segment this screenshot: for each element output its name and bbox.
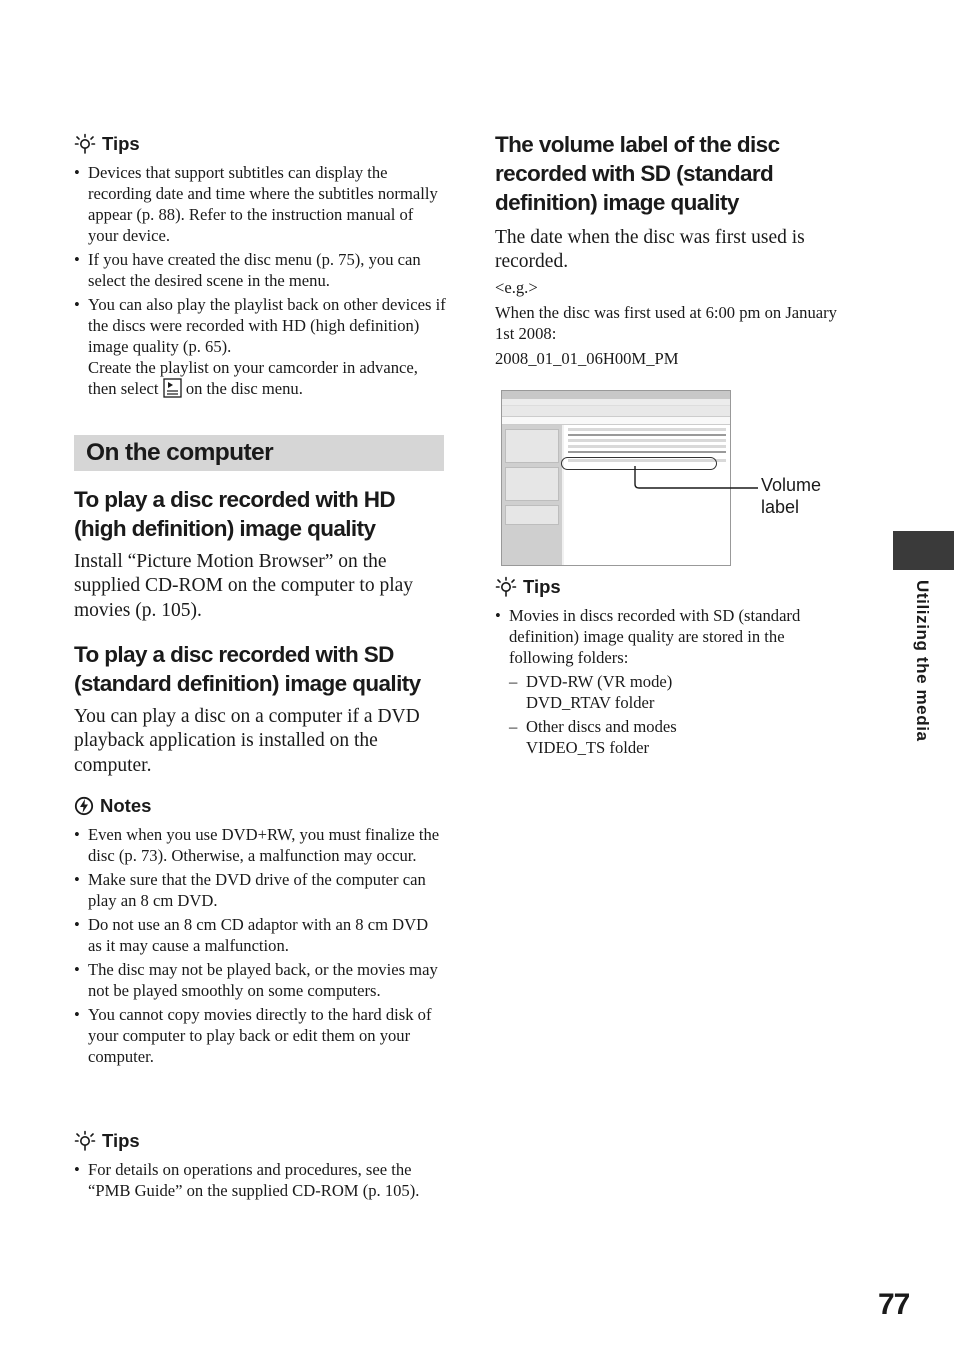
list-item: – DVD-RW (VR mode) DVD_RTAV folder [509, 672, 845, 713]
tips-block-2 [74, 1129, 446, 1204]
section-bar [74, 435, 444, 471]
page-number: 77 [878, 1288, 910, 1321]
sd-heading: To play a disc recorded with SD (standard definition) image quality [74, 642, 421, 696]
list-item: • Movies in discs recorded with SD (standard definition) image quality are stored in the following folders: – DVD-RW (VR mode) DVD_RTAV folder – Other discs and modes VIDEO_TS folder [495, 605, 845, 758]
folder-list [509, 672, 845, 758]
hd-body: Install “Picture Motion Browser” on the supplied CD-ROM on the computer to play movies (p. 105). [74, 551, 414, 621]
section-title: On the computer [86, 439, 274, 466]
list-item: • For details on operations and procedures, see the “PMB Guide” on the supplied CD-ROM (p. 105). [74, 1159, 446, 1201]
list-item: • Even when you use DVD+RW, you must finalize the disc (p. 73). Otherwise, a malfunction may occur. [74, 824, 446, 866]
tips-list-1 [74, 162, 446, 399]
chapter-tab-marker [893, 531, 954, 570]
lightbulb-icon [74, 1130, 96, 1152]
callout-line [630, 466, 760, 492]
volume-label-heading: The volume label of the disc recorded with SD (standard definition) image quality [495, 132, 780, 215]
tips-heading: Tips [495, 575, 845, 599]
playlist-icon [163, 378, 182, 398]
tips-list-2 [74, 1159, 446, 1201]
list-item: • Devices that support subtitles can display the recording date and time where the subtitles normally appear (p. 88). Refer to the instruction manual of your device. [74, 162, 446, 246]
list-item: • You can also play the playlist back on other devices if the discs were recorded with HD (high definition) image quality (p. 65). Create the playlist on your camcorder in advance, then select on the disc menu. [74, 294, 446, 399]
lightbulb-icon [495, 576, 517, 598]
list-item: – Other discs and modes VIDEO_TS folder [509, 717, 845, 758]
example-label: <e.g.> [495, 278, 538, 297]
list-item: • If you have created the disc menu (p. 75), you can select the desired scene in the menu. [74, 249, 446, 291]
list-item: • The disc may not be played back, or the movies may not be played smoothly on some computers. [74, 959, 446, 1001]
tips-block-1 [74, 132, 446, 402]
list-item: • You cannot copy movies directly to the hard disk of your computer to play back or edit them on your computer. [74, 1004, 446, 1067]
volume-label-body: The date when the disc was first used is recorded. [495, 227, 805, 273]
notes-list [74, 824, 446, 1067]
list-item: • Do not use an 8 cm CD adaptor with an 8 cm DVD as it may cause a malfunction. [74, 914, 446, 956]
callout-label: Volume label [761, 475, 822, 517]
tips-block-3 [495, 575, 845, 762]
notes-heading: Notes [74, 794, 446, 818]
tips-heading: Tips [74, 1129, 446, 1153]
tips-list-3 [495, 605, 845, 758]
tips-heading: Tips [74, 132, 446, 156]
volume-label-example: 2008_01_01_06H00M_PM [495, 349, 679, 368]
notes-block [74, 794, 446, 1070]
chapter-tab-label: Utilizing the media [913, 580, 932, 742]
example-text: When the disc was first used at 6:00 pm on January 1st 2008: [495, 303, 837, 343]
lightbulb-icon [74, 133, 96, 155]
notes-icon [74, 796, 94, 816]
list-item: • Make sure that the DVD drive of the computer can play an 8 cm DVD. [74, 869, 446, 911]
sd-body: You can play a disc on a computer if a DVD playback application is installed on the computer. [74, 706, 420, 776]
hd-heading: To play a disc recorded with HD (high definition) image quality [74, 487, 396, 541]
